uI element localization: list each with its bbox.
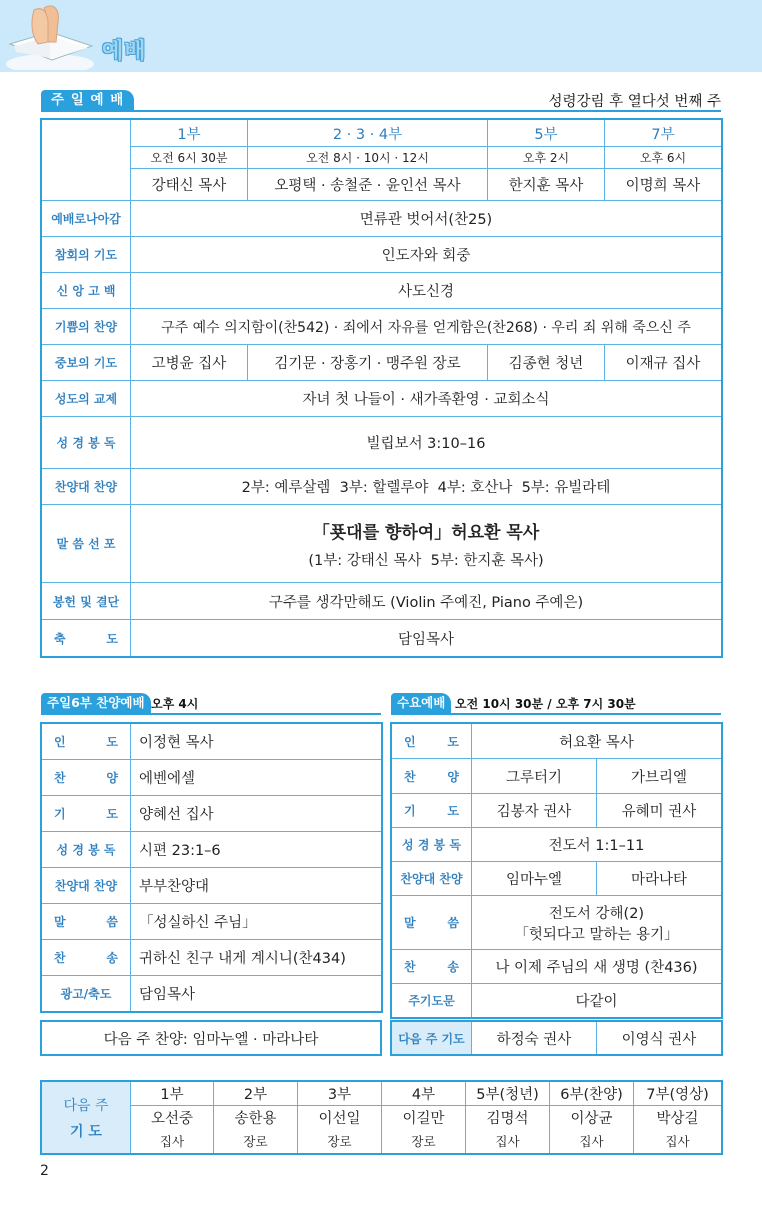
- choir-value: 2부: 예루살렘 3부: 할렐루야 4부: 호산나 5부: 유빌라테: [131, 469, 722, 505]
- row-label: 성 경 봉 독: [392, 828, 472, 862]
- prayer-name: 이선일: [298, 1106, 382, 1130]
- wednesday-section-header: [391, 693, 721, 715]
- next-prayer-person: 하정숙 권사: [472, 1022, 597, 1055]
- row-value: 담임목사: [131, 976, 382, 1012]
- benediction-value: 담임목사: [131, 620, 722, 657]
- praise6-section-header: [41, 693, 381, 715]
- prayer-name: 오선중: [131, 1106, 214, 1130]
- prayer-name: 김명석: [466, 1106, 550, 1130]
- praise6-table: [41, 723, 382, 1012]
- row-label: 말 씀: [42, 904, 131, 940]
- invocation-value: 면류관 벗어서(찬25): [131, 201, 722, 237]
- praise-value: 그루터기: [472, 759, 597, 794]
- praise6-next-box: [41, 1021, 381, 1055]
- prayer-name: 송한용: [214, 1106, 298, 1130]
- service-part: 1부: [131, 120, 248, 147]
- row-label: 기쁨의 찬양: [42, 309, 131, 345]
- row-label: 예배로나아감: [42, 201, 131, 237]
- wednesday-next-box: [391, 1021, 722, 1055]
- wednesday-tag: 수요예배: [391, 693, 451, 713]
- intercession-person: 이재규 집사: [605, 345, 722, 381]
- service-part: 7부: [605, 120, 722, 147]
- sermon-cell: [131, 505, 722, 583]
- page-number: 2: [40, 1163, 49, 1179]
- prayer-role: 집사: [550, 1130, 634, 1154]
- sunday-section-header: [41, 90, 721, 112]
- prayer-role: 장로: [298, 1130, 382, 1154]
- prayer-value: 김봉자 권사: [472, 794, 597, 828]
- prayer-value: 유혜미 권사: [597, 794, 722, 828]
- hymn-value: 나 이제 주님의 새 생명 (찬436): [472, 950, 722, 984]
- next-prayer-heading-2: 기 도: [70, 1123, 102, 1140]
- next-prayer-label: 다음 주 기도: [392, 1022, 472, 1055]
- row-value: 부부찬양대: [131, 868, 382, 904]
- row-label: 성 경 봉 독: [42, 832, 131, 868]
- wednesday-time: 오전 10시 30분 / 오후 7시 30분: [455, 697, 636, 711]
- next-prayer-heading: [42, 1082, 131, 1154]
- service-time: 오후 6시: [605, 147, 722, 169]
- sunday-tag: 주 일 예 배: [41, 90, 134, 110]
- praise-value: 가브리엘: [597, 759, 722, 794]
- row-label: 참회의 기도: [42, 237, 131, 273]
- prayer-role: 집사: [131, 1130, 214, 1154]
- next-praise: 다음 주 찬양: 임마누엘 · 마라나타: [42, 1022, 381, 1055]
- row-label: 광고/축도: [42, 976, 131, 1012]
- word-line-2: 「헛되다고 말하는 용기」: [514, 926, 679, 943]
- service-leader: 강태신 목사: [131, 169, 248, 201]
- creed-value: 사도신경: [131, 273, 722, 309]
- corner-cell: [42, 120, 131, 201]
- row-label: 찬 송: [42, 940, 131, 976]
- row-label: 찬양대 찬양: [392, 862, 472, 896]
- service-leader: 이명희 목사: [605, 169, 722, 201]
- service-part: 2 · 3 · 4부: [248, 120, 488, 147]
- prayer-name: 이길만: [382, 1106, 466, 1130]
- prayer-role: 집사: [466, 1130, 550, 1154]
- row-label: 인 도: [392, 724, 472, 759]
- row-label: 축 도: [42, 620, 131, 657]
- row-value: 시편 23:1–6: [131, 832, 382, 868]
- reading-value: 전도서 1:1–11: [472, 828, 722, 862]
- praise6-time: 오후 4시: [151, 697, 199, 711]
- row-value: 에벤에셀: [131, 760, 382, 796]
- row-value: 이정현 목사: [131, 724, 382, 760]
- row-value: 귀하신 친구 내게 계시니(찬434): [131, 940, 382, 976]
- service-leader: 오평택 · 송철준 · 윤인선 목사: [248, 169, 488, 201]
- prayer-part: 3부: [298, 1082, 382, 1106]
- service-time: 오전 8시 · 10시 · 12시: [248, 147, 488, 169]
- row-label: 찬양대 찬양: [42, 868, 131, 904]
- prayer-role: 집사: [634, 1130, 722, 1154]
- next-prayer-person: 이영식 권사: [597, 1022, 722, 1055]
- fellowship-value: 자녀 첫 나들이 · 새가족환영 · 교회소식: [131, 381, 722, 417]
- row-label: 주기도문: [392, 984, 472, 1018]
- row-label: 말 씀 선 포: [42, 505, 131, 583]
- service-time: 오전 6시 30분: [131, 147, 248, 169]
- praying-hands-bible-icon: [4, 2, 96, 70]
- sunday-service-table: [41, 119, 722, 657]
- prayer-part: 2부: [214, 1082, 298, 1106]
- page-header: [0, 0, 762, 72]
- next-prayer-heading-1: 다음 주: [63, 1097, 109, 1114]
- row-value: 양혜선 집사: [131, 796, 382, 832]
- choir-value: 임마누엘: [472, 862, 597, 896]
- prayer-part: 4부: [382, 1082, 466, 1106]
- row-label: 찬 송: [392, 950, 472, 984]
- service-time: 오후 2시: [488, 147, 605, 169]
- row-label: 찬 양: [42, 760, 131, 796]
- row-label: 중보의 기도: [42, 345, 131, 381]
- row-label: 말 씀: [392, 896, 472, 950]
- lords-value: 다같이: [472, 984, 722, 1018]
- service-part: 5부: [488, 120, 605, 147]
- intercession-person: 김종현 청년: [488, 345, 605, 381]
- prayer-name: 박상길: [634, 1106, 722, 1130]
- prayer-role: 장로: [382, 1130, 466, 1154]
- row-label: 기 도: [42, 796, 131, 832]
- confession-value: 인도자와 회중: [131, 237, 722, 273]
- row-label: 찬양대 찬양: [42, 469, 131, 505]
- wednesday-table: [391, 723, 722, 1018]
- sunday-subtitle: 성령강림 후 열다섯 번째 주: [548, 94, 721, 110]
- service-leader: 한지훈 목사: [488, 169, 605, 201]
- row-label: 봉헌 및 결단: [42, 583, 131, 620]
- prayer-name: 이상균: [550, 1106, 634, 1130]
- sermon-subtitle: (1부: 강태신 목사 5부: 한지훈 목사): [308, 552, 544, 569]
- row-value: 「성실하신 주님」: [131, 904, 382, 940]
- intercession-person: 김기문 · 장홍기 · 맹주원 장로: [248, 345, 488, 381]
- prayer-part: 7부(영상): [634, 1082, 722, 1106]
- reading-value: 빌립보서 3:10–16: [131, 417, 722, 469]
- prayer-role: 장로: [214, 1130, 298, 1154]
- row-label: 찬 양: [392, 759, 472, 794]
- choir-value: 마라나타: [597, 862, 722, 896]
- row-label: 인 도: [42, 724, 131, 760]
- sermon-title: 「푯대를 향하여」허요환 목사: [312, 522, 540, 543]
- prayer-part: 1부: [131, 1082, 214, 1106]
- lead-value: 허요환 목사: [472, 724, 722, 759]
- row-label: 기 도: [392, 794, 472, 828]
- praise6-tag: 주일6부 찬양예배: [41, 693, 151, 713]
- word-line-1: 전도서 강해(2): [548, 905, 645, 922]
- prayer-part: 6부(찬양): [550, 1082, 634, 1106]
- row-label: 성도의 교제: [42, 381, 131, 417]
- prayer-part: 5부(청년): [466, 1082, 550, 1106]
- page-title: 예배: [102, 39, 147, 64]
- offering-value: 구주를 생각만해도 (Violin 주예진, Piano 주예은): [131, 583, 722, 620]
- row-label: 성 경 봉 독: [42, 417, 131, 469]
- word-cell: [472, 896, 722, 950]
- intercession-person: 고병윤 집사: [131, 345, 248, 381]
- next-prayer-table: [41, 1081, 722, 1154]
- row-label: 신 앙 고 백: [42, 273, 131, 309]
- joy-value: 구주 예수 의지함이(찬542) · 죄에서 자유를 얻게함은(찬268) · 우리 죄 위해 죽으신 주: [131, 309, 722, 345]
